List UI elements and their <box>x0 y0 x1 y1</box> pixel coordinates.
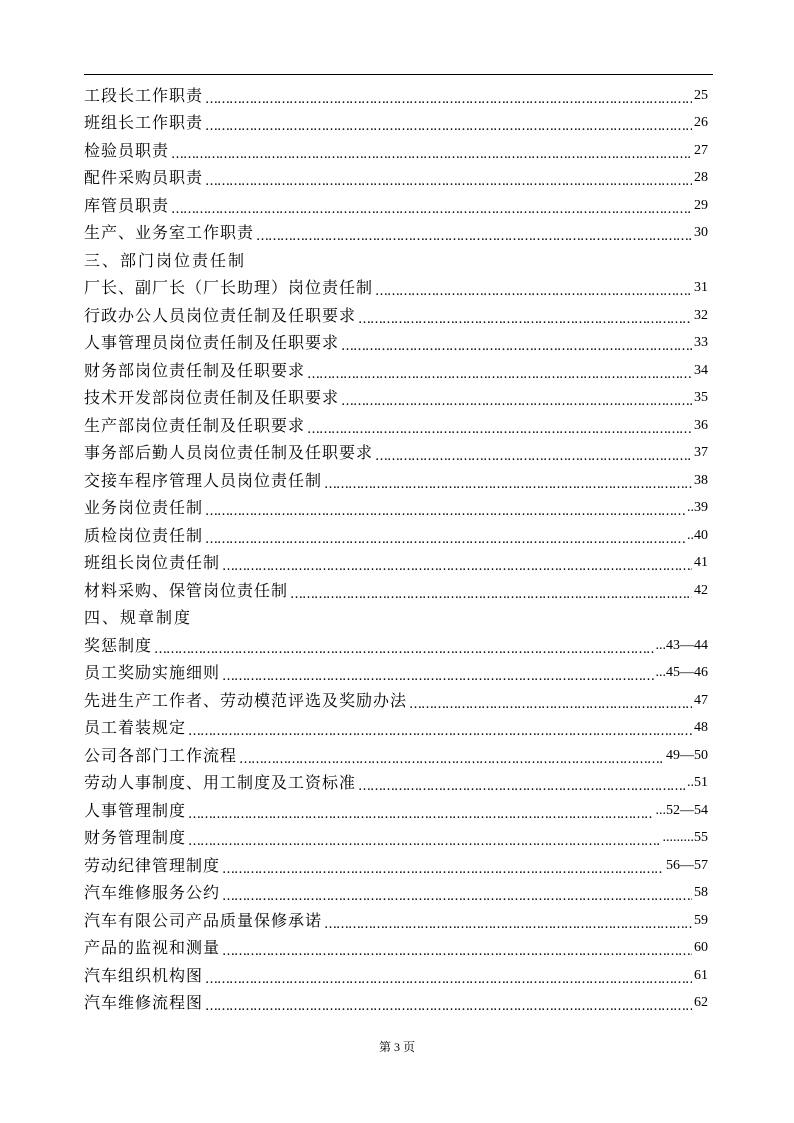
toc-entry <box>84 381 708 409</box>
toc-entry-title: 员工着装规定 <box>84 718 187 737</box>
toc-entry-page: 33 <box>694 335 708 350</box>
toc-entry-page: 47 <box>694 692 708 708</box>
toc-entry-page: 36 <box>694 417 708 433</box>
toc-entry-title: 班组长岗位责任制 <box>84 553 221 572</box>
toc-entry <box>84 628 708 656</box>
toc-entry <box>84 931 708 959</box>
toc-entry-title: 财务部岗位责任制及任职要求 <box>84 360 306 380</box>
toc-entry <box>84 683 708 711</box>
dot-leader <box>222 553 692 573</box>
toc-entry-page: ...43—44 <box>655 637 708 653</box>
toc-entry-title: 汽车维修服务公约 <box>84 883 221 902</box>
toc-entry <box>84 463 708 491</box>
dot-leader <box>171 141 692 161</box>
toc-entry-title: 质检岗位责任制 <box>84 525 204 545</box>
dot-leader <box>375 278 692 298</box>
toc-entry-title: 事务部后勤人员岗位责任制及任职要求 <box>84 443 374 462</box>
dot-leader <box>188 828 660 848</box>
dot-leader <box>222 663 653 683</box>
toc-entry-title: 奖惩制度 <box>84 635 153 655</box>
toc-entry-page: 49—50 <box>666 747 708 763</box>
toc-entry-title: 工段长工作职责 <box>84 85 204 105</box>
toc-entry-title: 汽车有限公司产品质量保修承诺 <box>84 910 323 930</box>
toc-entry-page: 48 <box>694 720 708 735</box>
toc-entry-page: ...52—54 <box>655 802 708 818</box>
dot-leader <box>324 471 692 491</box>
page-number-footer: 第 3 页 <box>378 1040 415 1054</box>
toc-entry-page: 62 <box>694 995 708 1010</box>
dot-leader <box>239 746 664 766</box>
dot-leader <box>171 196 692 216</box>
dot-leader <box>324 911 692 931</box>
toc-entry-page: ...45—46 <box>655 665 708 680</box>
dot-leader <box>205 86 692 106</box>
toc-entry <box>84 271 708 299</box>
toc-entry-page: 34 <box>694 362 708 378</box>
toc-entry-title: 生产、业务室工作职责 <box>84 223 255 242</box>
dot-leader <box>205 993 692 1013</box>
toc-entry <box>84 903 708 931</box>
toc-entry <box>84 986 708 1014</box>
dot-leader <box>205 113 692 133</box>
toc-entry-title: 汽车维修流程图 <box>84 993 204 1012</box>
toc-entry <box>84 298 708 326</box>
dot-leader <box>222 938 692 958</box>
toc-entry-page: .........55 <box>662 830 708 845</box>
toc-entry-title: 交接车程序管理人员岗位责任制 <box>84 470 323 490</box>
toc-entry <box>84 821 708 849</box>
toc-section-title: 三、部门岗位责任制 <box>84 250 247 270</box>
toc-entry-page: 56—57 <box>666 857 708 873</box>
toc-entry-title: 劳动人事制度、用工制度及工资标准 <box>84 773 357 792</box>
toc-entry-page: 42 <box>694 582 708 598</box>
toc-entry-page: 35 <box>694 390 708 405</box>
toc-entry <box>84 573 708 601</box>
toc-entry <box>84 436 708 464</box>
toc-entry-title: 配件采购员职责 <box>84 168 204 187</box>
toc-entry-title: 先进生产工作者、劳动模范评选及奖励办法 <box>84 690 408 710</box>
toc-entry-title: 员工奖励实施细则 <box>84 663 221 682</box>
dot-leader <box>307 416 692 436</box>
dot-leader <box>154 636 653 656</box>
dot-leader <box>205 966 692 986</box>
dot-leader <box>358 773 685 793</box>
toc-entry-page: 27 <box>694 142 708 158</box>
dot-leader <box>409 691 692 711</box>
toc-entry <box>84 711 708 739</box>
toc-entry-title: 人事管理制度 <box>84 800 187 820</box>
toc-entry-title: 业务岗位责任制 <box>84 498 204 517</box>
toc-entry <box>84 518 708 546</box>
toc-entry-page: 38 <box>694 472 708 488</box>
toc-entry-page: 60 <box>694 940 708 955</box>
toc-entry-title: 技术开发部岗位责任制及任职要求 <box>84 388 340 407</box>
toc-entry-page: 30 <box>694 225 708 240</box>
dot-leader <box>341 388 692 408</box>
toc-entry <box>84 491 708 519</box>
toc-entry <box>84 133 708 161</box>
toc-entry <box>84 848 708 876</box>
toc-entry-title: 检验员职责 <box>84 140 170 160</box>
toc-entry <box>84 738 708 766</box>
toc-entry-title: 劳动纪律管理制度 <box>84 855 221 875</box>
dot-leader <box>188 718 692 738</box>
toc-entry <box>84 546 708 574</box>
toc-entry-title: 生产部岗位责任制及任职要求 <box>84 415 306 435</box>
dot-leader <box>205 168 692 188</box>
toc-entry-title: 汽车组织机构图 <box>84 965 204 985</box>
toc-entry-page: 29 <box>694 197 708 213</box>
dot-leader <box>222 883 692 903</box>
toc-entry-title: 产品的监视和测量 <box>84 938 221 957</box>
toc-entry <box>84 793 708 821</box>
toc-entry-page: 32 <box>694 307 708 323</box>
dot-leader <box>205 526 685 546</box>
toc-entry-page: ..40 <box>687 527 708 543</box>
toc-entry-title: 库管员职责 <box>84 195 170 215</box>
dot-leader <box>222 856 664 876</box>
toc-entry-page: 61 <box>694 967 708 983</box>
table-of-contents <box>84 78 708 1013</box>
toc-entry-title: 财务管理制度 <box>84 828 187 847</box>
toc-entry-title: 厂长、副厂长（厂长助理）岗位责任制 <box>84 278 374 297</box>
toc-entry-page: 59 <box>694 912 708 928</box>
toc-section-heading <box>84 601 708 629</box>
toc-entry <box>84 216 708 244</box>
toc-entry-title: 人事管理员岗位责任制及任职要求 <box>84 333 340 352</box>
toc-section-heading <box>84 243 708 271</box>
toc-entry-page: ..51 <box>687 775 708 790</box>
toc-entry <box>84 78 708 106</box>
dot-leader <box>290 581 692 601</box>
toc-entry-title: 材料采购、保管岗位责任制 <box>84 580 289 600</box>
toc-entry-page: 31 <box>694 280 708 295</box>
dot-leader <box>307 361 692 381</box>
toc-entry <box>84 353 708 381</box>
toc-entry-page: 28 <box>694 170 708 185</box>
toc-entry-page: 58 <box>694 885 708 900</box>
header-rule <box>84 74 713 75</box>
toc-entry-page: 26 <box>694 115 708 130</box>
dot-leader <box>341 333 692 353</box>
toc-entry-page: 41 <box>694 555 708 570</box>
toc-entry-page: 37 <box>694 445 708 460</box>
toc-entry-title: 公司各部门工作流程 <box>84 745 238 765</box>
toc-entry <box>84 408 708 436</box>
dot-leader <box>358 306 692 326</box>
dot-leader <box>256 223 692 243</box>
toc-entry-page: 25 <box>694 87 708 103</box>
dot-leader <box>205 498 685 518</box>
dot-leader <box>375 443 692 463</box>
toc-entry-title: 班组长工作职责 <box>84 113 204 132</box>
dot-leader <box>188 801 653 821</box>
toc-entry-title: 行政办公人员岗位责任制及任职要求 <box>84 305 357 325</box>
toc-entry <box>84 106 708 134</box>
toc-entry <box>84 876 708 904</box>
toc-entry <box>84 656 708 684</box>
toc-entry <box>84 161 708 189</box>
toc-entry <box>84 326 708 354</box>
toc-entry <box>84 958 708 986</box>
toc-entry <box>84 188 708 216</box>
toc-section-title: 四、规章制度 <box>84 608 193 627</box>
toc-entry <box>84 766 708 794</box>
toc-entry-page: ..39 <box>687 500 708 515</box>
